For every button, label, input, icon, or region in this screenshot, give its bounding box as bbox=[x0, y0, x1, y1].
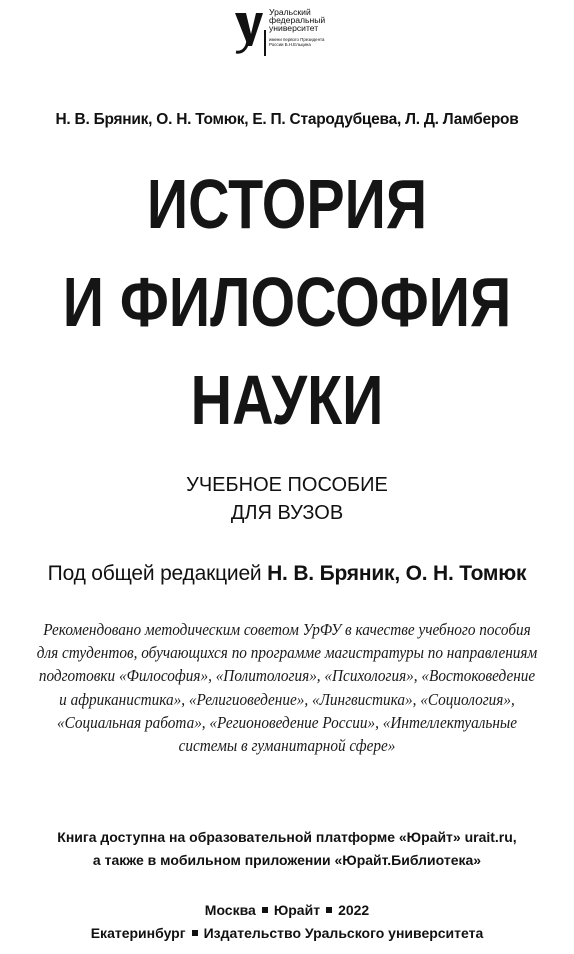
recommendation-line: и африканистика», «Религиоведение», «Лингвистика», «Социология», bbox=[59, 689, 515, 709]
platform-notice bbox=[0, 826, 574, 872]
imprint-year: 2022 bbox=[338, 902, 370, 918]
editors-names: Н. В. Бряник, О. Н. Томюк bbox=[267, 562, 527, 585]
imprint-city2: Екатеринбург bbox=[90, 925, 186, 941]
imprint-line-1 bbox=[0, 899, 574, 922]
square-bullet-icon bbox=[192, 930, 198, 936]
university-name bbox=[269, 8, 343, 47]
book-subtitle bbox=[0, 471, 574, 527]
recommendation-line: для студентов, обучающихся по программе магистратуры по направлениям bbox=[36, 643, 538, 663]
editors-line bbox=[0, 562, 574, 586]
book-title bbox=[0, 155, 574, 449]
logo-subtitle-line: России Б.Н.Ельцина bbox=[269, 41, 311, 47]
square-bullet-icon bbox=[326, 907, 332, 913]
logo-name-line: федеральный bbox=[269, 15, 326, 26]
imprint-publisher2: Издательство Уральского университета bbox=[203, 925, 484, 941]
title-line: ИСТОРИЯ bbox=[146, 165, 428, 243]
university-logo bbox=[233, 8, 343, 58]
imprint bbox=[0, 899, 574, 945]
recommendation-line: Рекомендовано методическим советом УрФУ в качестве учебного пособия bbox=[43, 620, 531, 639]
imprint-city: Москва bbox=[204, 902, 256, 918]
logo-name-line: университет bbox=[269, 23, 319, 34]
logo-subtitle-line: имени первого Президента bbox=[269, 36, 325, 42]
recommendation-line: подготовки «Философия», «Политология», «Психология», «Востоковедение bbox=[38, 666, 536, 686]
square-bullet-icon bbox=[262, 907, 268, 913]
imprint-line-2 bbox=[0, 922, 574, 945]
title-line: НАУКИ bbox=[190, 361, 384, 439]
authors-line: Н. В. Бряник, О. Н. Томюк, Е. П. Стародубцева, Л. Д. Ламберов bbox=[55, 111, 519, 128]
title-line: И ФИЛОСОФИЯ bbox=[62, 263, 512, 341]
recommendation-line: «Социальная работа», «Регионоведение России», «Интеллектуальные bbox=[56, 712, 517, 732]
logo-name-line: Уральский bbox=[269, 7, 311, 17]
platform-line: Книга доступна на образовательной платформе «Юрайт» urait.ru, bbox=[57, 829, 517, 845]
subtitle-line: ДЛЯ ВУЗОВ bbox=[230, 502, 344, 524]
platform-line: а также в мобильном приложении «Юрайт.Библиотека» bbox=[92, 852, 482, 868]
urfu-u-icon bbox=[233, 10, 267, 56]
imprint-publisher: Юрайт bbox=[273, 902, 321, 918]
recommendation-line: системы в гуманитарной сфере» bbox=[178, 736, 396, 756]
recommendation-text bbox=[0, 618, 574, 757]
editors-prefix: Под общей редакцией bbox=[47, 562, 268, 585]
subtitle-line: УЧЕБНОЕ ПОСОБИЕ bbox=[186, 474, 388, 496]
